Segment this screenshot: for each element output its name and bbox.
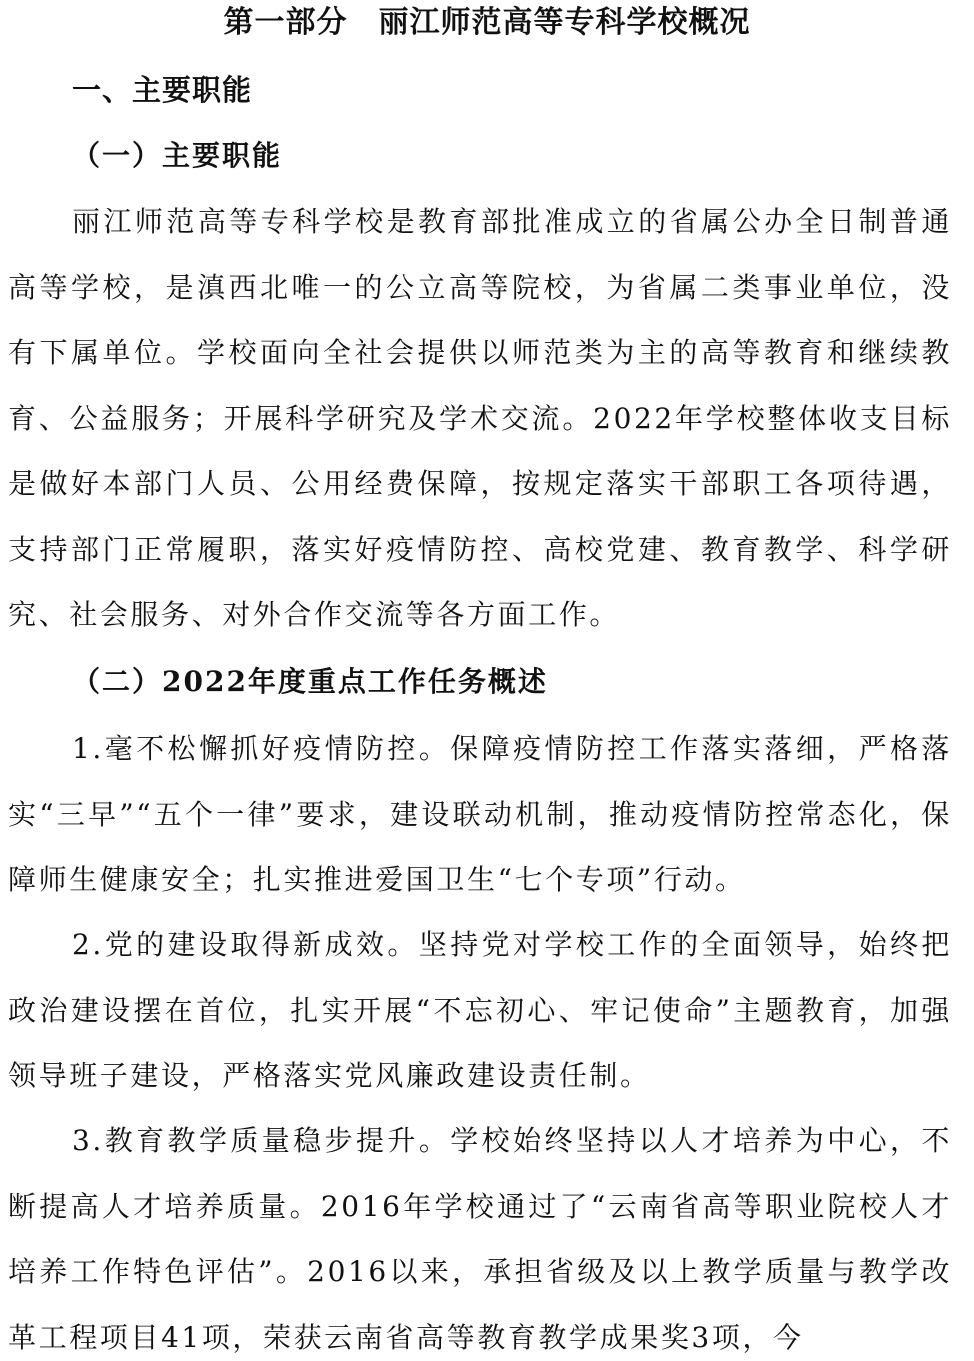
page-title: 第一部分 丽江师范高等专科学校概况 (223, 5, 751, 40)
paragraph-school-overview: 丽江师范高等专科学校是教育部批准成立的省属公办全日制普通高等学校，是滇西北唯一的公立高等院校，为省属二类事业单位，没有下属单位。学校面向全社会提供以师范类为主的高等教育和继续教育、公益服务；开展科学研究及学术交流。2022年学校整体收支目标是做好本部门人员、公用经费保障，按规定落实干部职工各项待遇，支持部门正常履职，落实好疫情防控、高校党建、教育教学、科学研究、社会服务、对外合作交流等各方面工作。 (8, 205, 952, 631)
section-heading: 一、主要职能 (72, 73, 253, 107)
paragraph-task-epidemic-control: 1.毫不松懈抓好疫情防控。保障疫情防控工作落实落细，严格落实“三早”“五个一律”要求，建设联动机制，推动疫情防控常态化，保障师生健康安全；扎实推进爱国卫生“七个专项”行动。 (8, 732, 952, 896)
subsection-heading-main-functions: （一）主要职能 (72, 139, 283, 172)
paragraph-task-party-building: 2.党的建设取得新成效。坚持党对学校工作的全面领导，始终把政治建设摆在首位，扎实开展“不忘初心、牢记使命”主题教育，加强领导班子建设，严格落实党风廉政建设责任制。 (8, 928, 952, 1092)
subsection-heading-key-tasks: （二）2022年度重点工作任务概述 (72, 665, 548, 698)
paragraph-task-teaching-quality: 3.教育教学质量稳步提升。学校始终坚持以人才培养为中心，不断提高人才培养质量。2016年学校通过了“云南省高等职业院校人才培养工作特色评估”。2016以来，承担省级及以上教学质量与教学改革工程项目41项，荣获云南省高等教育教学成果奖3项，今 (8, 1124, 952, 1354)
